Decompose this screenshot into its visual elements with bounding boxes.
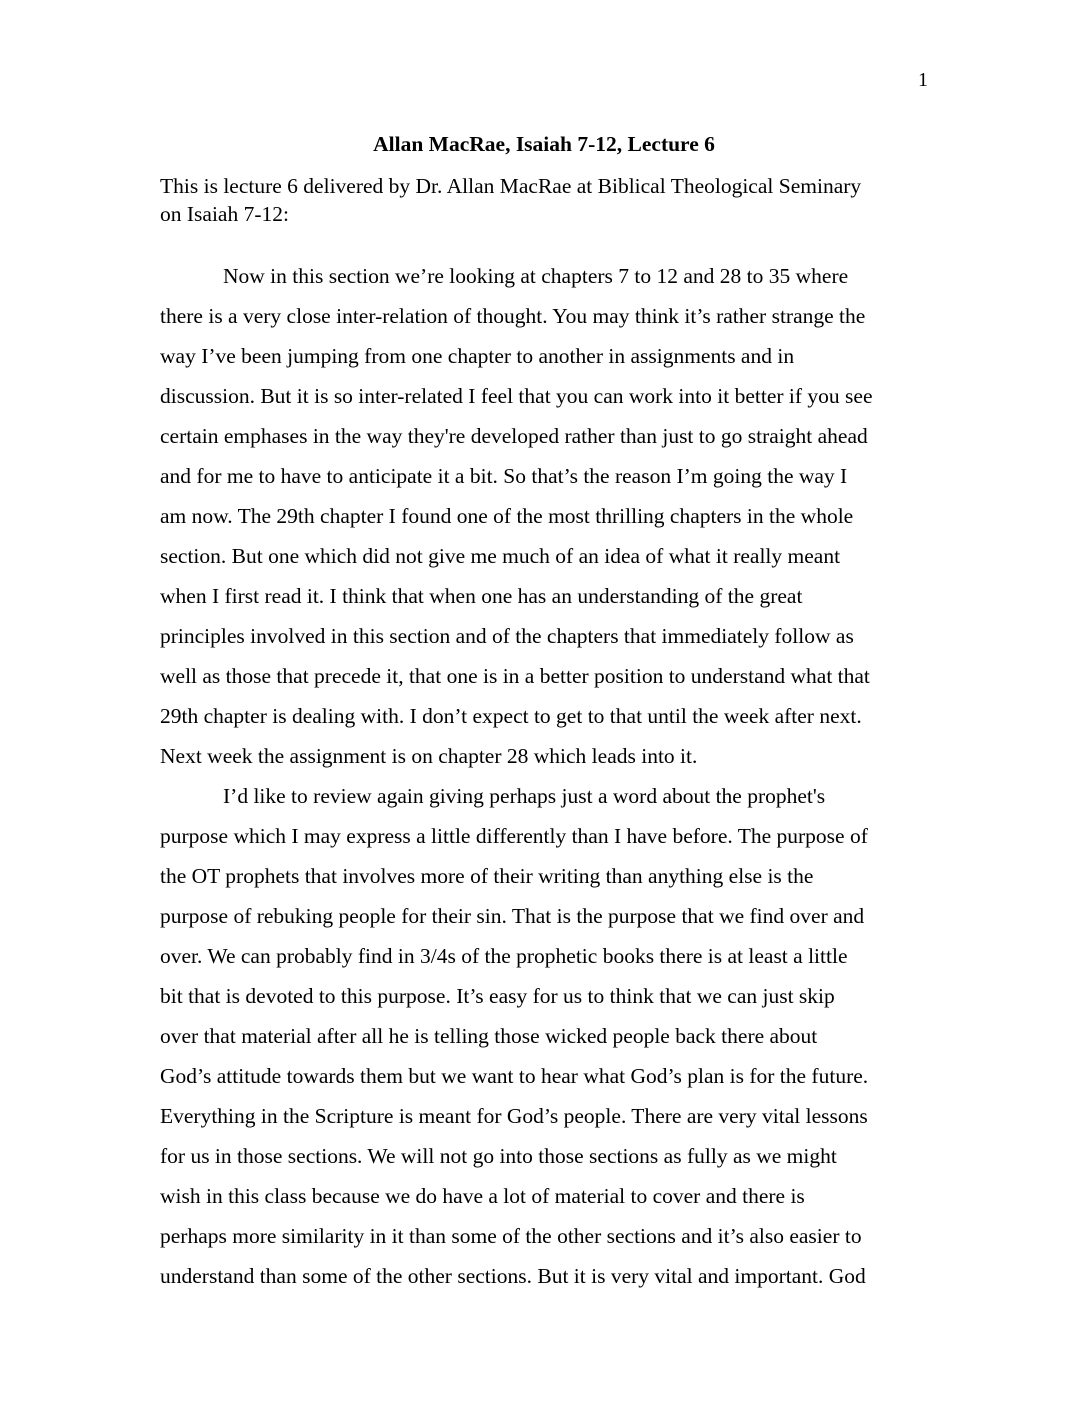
text-line: and for me to have to anticipate it a bit. So that’s the reason I’m going the way I — [160, 464, 848, 488]
text-line: well as those that precede it, that one is in a better position to understand what that — [160, 664, 870, 688]
text-line: Everything in the Scripture is meant for God’s people. There are very vital lessons — [160, 1104, 868, 1128]
text-line: certain emphases in the way they're developed rather than just to go straight ahead — [160, 424, 868, 448]
intro-line: This is lecture 6 delivered by Dr. Allan MacRae at Biblical Theological Seminary — [160, 174, 862, 198]
text-line: purpose which I may express a little differently than I have before. The purpose of — [160, 824, 868, 848]
text-line: way I’ve been jumping from one chapter to another in assignments and in — [160, 344, 795, 368]
text-line: understand than some of the other sections. But it is very vital and important. God — [160, 1264, 866, 1288]
page-number: 1 — [918, 69, 928, 91]
text-line: principles involved in this section and of the chapters that immediately follow as — [160, 624, 854, 648]
text-line: God’s attitude towards them but we want to hear what God’s plan is for the future. — [160, 1064, 869, 1088]
intro-line: on Isaiah 7-12: — [160, 202, 289, 226]
text-line: discussion. But it is so inter-related I feel that you can work into it better if you see — [160, 384, 873, 408]
text-line: am now. The 29th chapter I found one of the most thrilling chapters in the whole — [160, 504, 854, 528]
document-title: Allan MacRae, Isaiah 7-12, Lecture 6 — [373, 132, 715, 156]
text-line: for us in those sections. We will not go into those sections as fully as we might — [160, 1144, 837, 1168]
text-line: I’d like to review again giving perhaps just a word about the prophet's — [223, 784, 826, 808]
paragraph-1 — [160, 256, 940, 776]
text-line: there is a very close inter-relation of thought. You may think it’s rather strange the — [160, 304, 866, 328]
text-line: over that material after all he is telling those wicked people back there about — [160, 1024, 818, 1048]
paragraph-2 — [160, 776, 940, 1296]
text-line: perhaps more similarity in it than some of the other sections and it’s also easier to — [160, 1224, 862, 1248]
body-text — [160, 256, 940, 1296]
text-line: section. But one which did not give me much of an idea of what it really meant — [160, 544, 841, 568]
text-line: when I first read it. I think that when one has an understanding of the great — [160, 584, 803, 608]
text-line: Now in this section we’re looking at chapters 7 to 12 and 28 to 35 where — [223, 264, 849, 288]
text-line: wish in this class because we do have a lot of material to cover and there is — [160, 1184, 805, 1208]
text-line: the OT prophets that involves more of their writing than anything else is the — [160, 864, 814, 888]
intro-text — [160, 172, 940, 228]
text-line: Next week the assignment is on chapter 28 which leads into it. — [160, 744, 698, 768]
text-line: bit that is devoted to this purpose. It’s easy for us to think that we can just skip — [160, 984, 835, 1008]
text-line: over. We can probably find in 3/4s of the prophetic books there is at least a little — [160, 944, 848, 968]
text-line: 29th chapter is dealing with. I don’t expect to get to that until the week after next. — [160, 704, 862, 728]
text-line: purpose of rebuking people for their sin. That is the purpose that we find over and — [160, 904, 865, 928]
